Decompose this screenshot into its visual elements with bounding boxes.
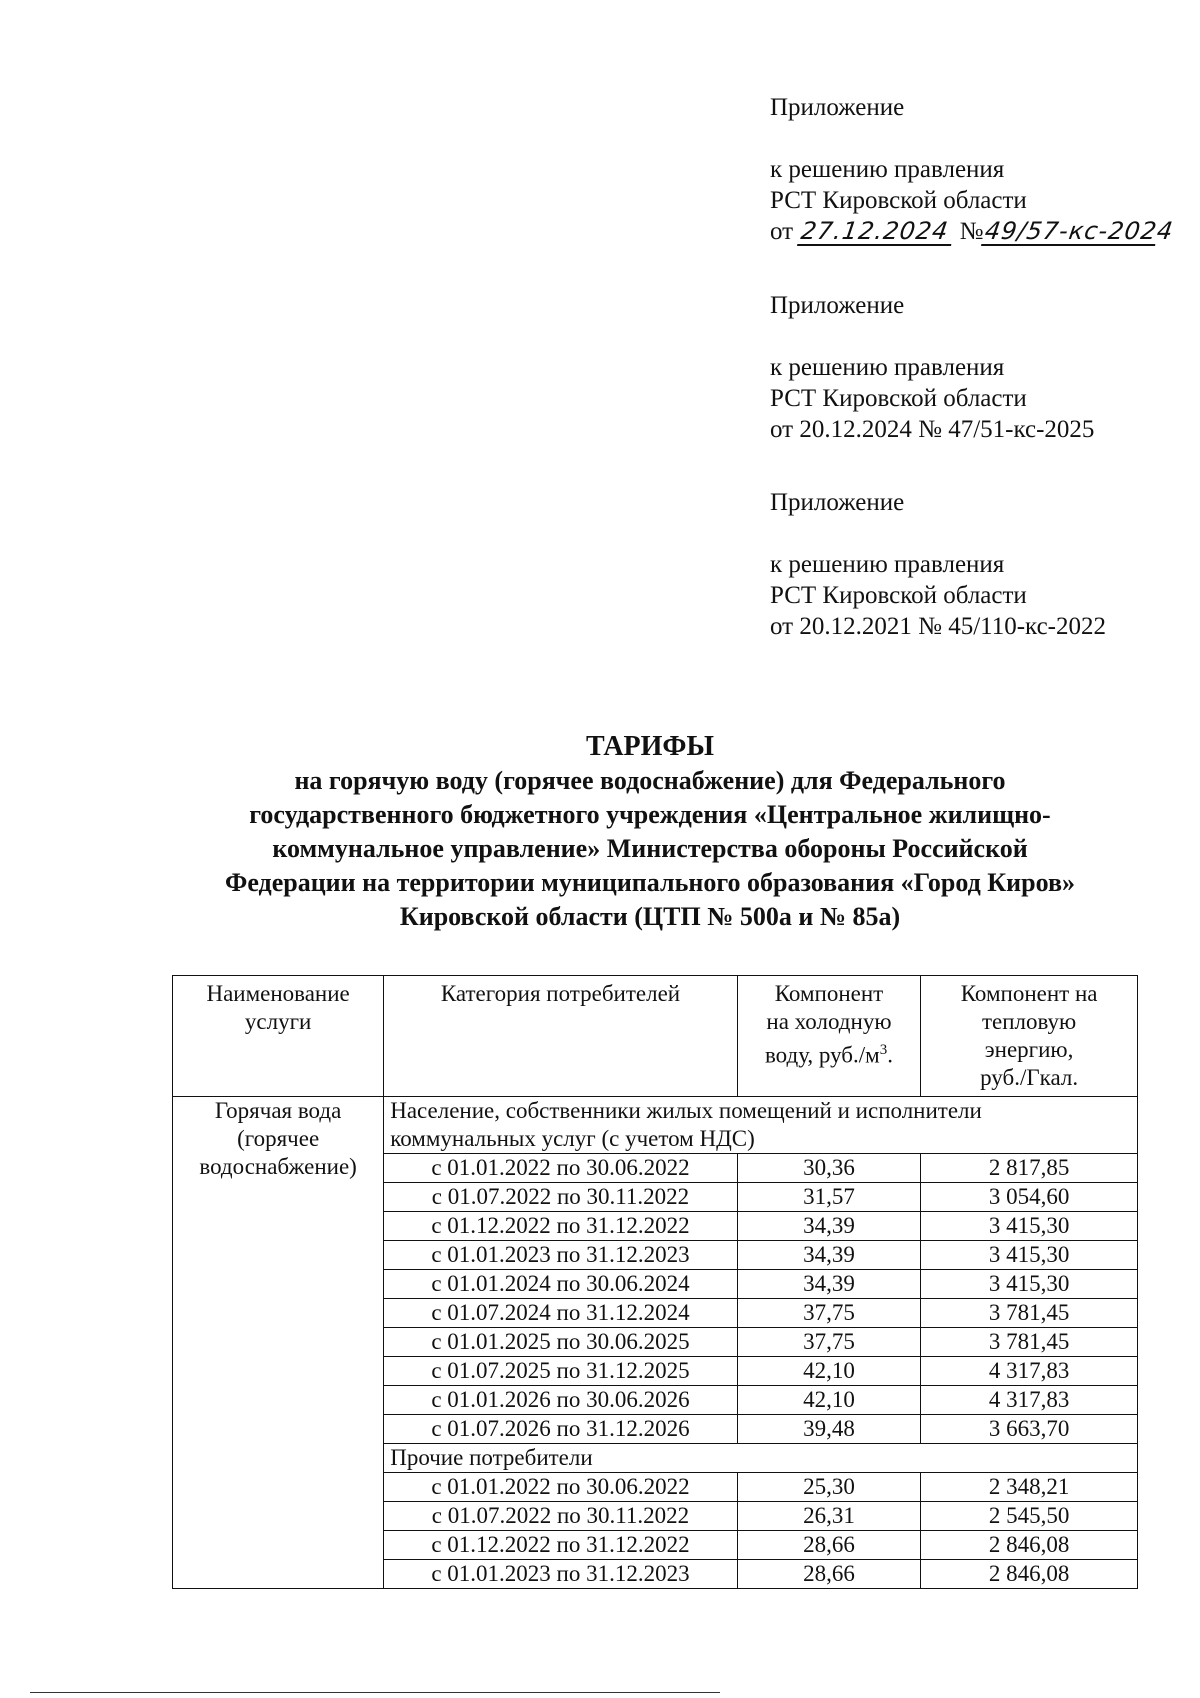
heading-line: Федерации на территории муниципального образования «Город Киров» [225, 868, 1075, 897]
date-prefix: от [770, 218, 794, 245]
heat-value-cell: 2 817,85 [921, 1154, 1138, 1183]
heat-value-cell: 2 545,50 [921, 1502, 1138, 1531]
tariff-body [173, 1097, 1138, 1589]
appendix-block-1 [770, 92, 1176, 247]
heading-line: на горячую воду (горячее водоснабжение) для Федерального [294, 766, 1006, 795]
appendix-block-3 [770, 487, 1106, 642]
period-cell: с 01.12.2022 по 31.12.2022 [384, 1531, 738, 1560]
water-value-cell: 42,10 [737, 1386, 920, 1415]
header-text: Компонент [774, 981, 884, 1006]
appendix-title: Приложение [770, 292, 905, 319]
water-value-cell: 25,30 [737, 1473, 920, 1502]
heat-value-cell: 4 317,83 [921, 1386, 1138, 1415]
service-text: Горячая вода [214, 1098, 342, 1123]
water-value-cell: 34,39 [737, 1241, 920, 1270]
header-heat [921, 976, 1138, 1097]
period-cell: с 01.01.2023 по 31.12.2023 [384, 1560, 738, 1589]
period-cell: с 01.12.2022 по 31.12.2022 [384, 1212, 738, 1241]
header-category: Категория потребителей [384, 976, 738, 1097]
water-value-cell: 37,75 [737, 1328, 920, 1357]
water-value-cell: 31,57 [737, 1183, 920, 1212]
header-text: Наименование [206, 981, 350, 1006]
appendix-ref: от 20.12.2021 № 45/110-кс-2022 [770, 613, 1106, 640]
period-cell: с 01.01.2024 по 30.06.2024 [384, 1270, 738, 1299]
appendix-ref-handwritten [770, 216, 1176, 247]
heat-value-cell: 3 415,30 [921, 1241, 1138, 1270]
appendix-ref: от 20.12.2024 № 47/51-кс-2025 [770, 416, 1095, 443]
heat-value-cell: 3 781,45 [921, 1328, 1138, 1357]
heat-value-cell: 3 415,30 [921, 1270, 1138, 1299]
number-sign: № [959, 218, 984, 245]
appendix-line: к решению правления [770, 551, 1005, 578]
handwritten-date: 27.12.2024 [797, 218, 955, 246]
period-cell: с 01.01.2026 по 30.06.2026 [384, 1386, 738, 1415]
period-cell: с 01.07.2022 по 30.11.2022 [384, 1183, 738, 1212]
heat-value-cell: 3 415,30 [921, 1212, 1138, 1241]
header-text: на холодную [766, 1009, 892, 1034]
header-unit-end: . [887, 1042, 893, 1068]
service-text: (горячее [237, 1126, 320, 1151]
header-text: услуги [244, 1009, 312, 1034]
header-text: руб./Гкал. [980, 1065, 1079, 1090]
group-row [173, 1097, 1138, 1154]
header-text: тепловую [981, 1009, 1077, 1034]
heat-value-cell: 4 317,83 [921, 1357, 1138, 1386]
water-value-cell: 30,36 [737, 1154, 920, 1183]
water-value-cell: 34,39 [737, 1270, 920, 1299]
heading-line: Кировской области (ЦТП № 500а и № 85а) [399, 902, 901, 931]
period-cell: с 01.01.2022 по 30.06.2022 [384, 1473, 738, 1502]
heat-value-cell: 3 663,70 [921, 1415, 1138, 1444]
group-label-population [384, 1097, 1138, 1154]
header-service [173, 976, 384, 1097]
table-header-row [173, 976, 1138, 1097]
water-value-cell: 28,66 [737, 1531, 920, 1560]
water-value-cell: 34,39 [737, 1212, 920, 1241]
appendix-block-2 [770, 290, 1094, 445]
period-cell: с 01.07.2025 по 31.12.2025 [384, 1357, 738, 1386]
tariff-table [172, 975, 1138, 1589]
appendix-line: к решению правления [770, 354, 1005, 381]
appendix-line: РСТ Кировской области [770, 385, 1027, 412]
header-text: энергию, [984, 1037, 1074, 1062]
water-value-cell: 26,31 [737, 1502, 920, 1531]
heat-value-cell: 3 054,60 [921, 1183, 1138, 1212]
water-value-cell: 37,75 [737, 1299, 920, 1328]
water-value-cell: 39,48 [737, 1415, 920, 1444]
period-cell: с 01.07.2024 по 31.12.2024 [384, 1299, 738, 1328]
water-value-cell: 42,10 [737, 1357, 920, 1386]
appendix-line: к решению правления [770, 156, 1005, 183]
document-heading [150, 730, 1150, 934]
heading-line: государственного бюджетного учреждения «Центральное жилищно- [249, 800, 1051, 829]
header-unit-sup: 3 [879, 1042, 888, 1058]
header-water [737, 976, 920, 1097]
header-text: Компонент на [960, 981, 1098, 1006]
appendix-title: Приложение [770, 489, 905, 516]
header-unit: воду, руб./м [764, 1042, 880, 1068]
heat-value-cell: 2 846,08 [921, 1531, 1138, 1560]
appendix-line: РСТ Кировской области [770, 187, 1027, 214]
appendix-title: Приложение [770, 94, 905, 121]
period-cell: с 01.07.2022 по 30.11.2022 [384, 1502, 738, 1531]
service-name-cell [173, 1097, 384, 1589]
handwritten-number: 49/57-кс-2024 [982, 218, 1160, 246]
period-cell: с 01.01.2023 по 31.12.2023 [384, 1241, 738, 1270]
group-text: коммунальных услуг (с учетом НДС) [390, 1126, 755, 1151]
water-value-cell: 28,66 [737, 1560, 920, 1589]
header-text [744, 1036, 914, 1070]
period-cell: с 01.01.2025 по 30.06.2025 [384, 1328, 738, 1357]
heat-value-cell: 2 348,21 [921, 1473, 1138, 1502]
group-label-other: Прочие потребители [384, 1444, 1138, 1473]
service-text: водоснабжение) [199, 1154, 357, 1179]
heading-line: коммунальное управление» Министерства обороны Российской [272, 834, 1028, 863]
heading-main: ТАРИФЫ [586, 731, 714, 762]
page-divider [30, 1692, 720, 1693]
period-cell: с 01.07.2026 по 31.12.2026 [384, 1415, 738, 1444]
group-text: Население, собственники жилых помещений и исполнители [390, 1098, 982, 1123]
period-cell: с 01.01.2022 по 30.06.2022 [384, 1154, 738, 1183]
appendix-line: РСТ Кировской области [770, 582, 1027, 609]
heat-value-cell: 3 781,45 [921, 1299, 1138, 1328]
heat-value-cell: 2 846,08 [921, 1560, 1138, 1589]
